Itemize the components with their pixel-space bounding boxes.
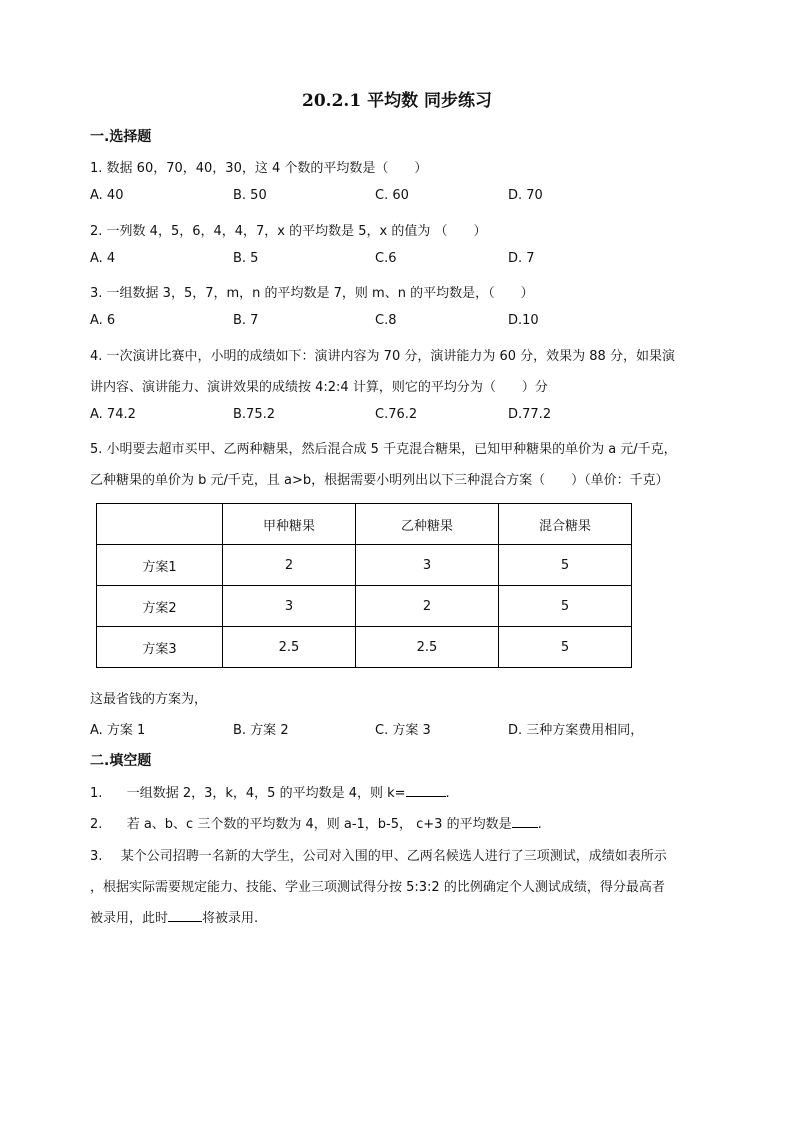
option-c: C.76.2	[375, 407, 418, 422]
table-cell: 3	[356, 545, 499, 586]
option-c: C.8	[375, 313, 397, 328]
fill-question-3-line-2: ，根据实际需要规定能力、技能、学业三项测试得分按 5:3:2 的比例确定个人测试成绩，得分最高者	[90, 880, 665, 895]
fill-question-text: 被录用，此时	[90, 911, 169, 926]
question-4-line-2: 讲内容、演讲能力、演讲效果的成绩按 4:2:4 计算，则它的平均分为（ ）分	[90, 380, 548, 395]
question-4-options	[90, 407, 710, 425]
table-header-cell: 甲种糖果	[223, 504, 356, 545]
fill-question-number: 2.	[90, 817, 103, 832]
table-cell: 3	[223, 586, 356, 627]
table-cell: 方案3	[97, 627, 223, 668]
table-header-cell	[97, 504, 223, 545]
option-d: D. 70	[508, 188, 543, 203]
fill-question-end: .	[445, 786, 450, 801]
fill-question-2	[90, 813, 542, 832]
option-b: B. 7	[233, 313, 259, 328]
option-b: B. 方案 2	[233, 723, 289, 738]
answer-blank[interactable]	[512, 815, 538, 828]
table-cell: 2	[356, 586, 499, 627]
fill-question-number: 3.	[90, 849, 103, 864]
fill-question-text: 一组数据 2，3，k，4，5 的平均数是 4，则 k=	[126, 786, 406, 801]
table-header-cell: 乙种糖果	[356, 504, 499, 545]
option-a: A. 40	[90, 188, 124, 203]
fill-question-3-line-1	[90, 845, 667, 864]
option-b: B.75.2	[233, 407, 275, 422]
fill-question-number: 1.	[90, 786, 103, 801]
fill-question-text: 某个公司招聘一名新的大学生，公司对入围的甲、乙两名候选人进行了三项测试，成绩如表所示	[120, 849, 667, 864]
mixing-plan-table	[96, 503, 632, 668]
fill-question-3-line-3	[90, 907, 258, 926]
table-cell: 5	[499, 627, 632, 668]
option-b: B. 50	[233, 188, 267, 203]
section-heading-fill: 二.填空题	[90, 753, 152, 769]
answer-blank[interactable]	[168, 909, 202, 922]
table-cell: 5	[499, 545, 632, 586]
table-row	[97, 627, 632, 668]
table-header-cell: 混合糖果	[499, 504, 632, 545]
fill-question-1	[90, 782, 450, 801]
table-row	[97, 545, 632, 586]
option-a: A. 4	[90, 251, 116, 266]
question-4-line-1: 4. 一次演讲比赛中，小明的成绩如下：演讲内容为 70 分，演讲能力为 60 分，效果为 88 分，如果演	[90, 349, 675, 364]
option-c: C. 60	[375, 188, 409, 203]
section-heading-choice: 一.选择题	[90, 129, 152, 145]
option-d: D.77.2	[508, 407, 552, 422]
option-d: D.10	[508, 313, 539, 328]
option-d: D. 三种方案费用相同，	[508, 723, 644, 738]
table-cell: 5	[499, 586, 632, 627]
table-cell: 方案1	[97, 545, 223, 586]
question-5-line-1: 5. 小明要去超市买甲、乙两种糖果，然后混合成 5 千克混合糖果，已知甲种糖果的单价为 a 元/千克，	[90, 442, 677, 457]
table-cell: 2.5	[223, 627, 356, 668]
option-a: A. 6	[90, 313, 116, 328]
fill-question-end: .	[537, 817, 542, 832]
question-5-options	[90, 719, 710, 737]
question-3-options	[90, 313, 710, 331]
table-cell: 2	[223, 545, 356, 586]
question-3: 3. 一组数据 3，5，7，m，n 的平均数是 7，则 m、n 的平均数是，（ ）	[90, 286, 534, 301]
question-2-options	[90, 251, 710, 269]
answer-blank[interactable]	[406, 784, 446, 797]
table-header-row	[97, 504, 632, 545]
option-c: C.6	[375, 251, 397, 266]
question-1-options	[90, 188, 710, 206]
option-d: D. 7	[508, 251, 535, 266]
fill-question-text: 若 a、b、c 三个数的平均数为 4，则 a-1，b-5， c+3 的平均数是	[126, 817, 512, 832]
option-a: A. 方案 1	[90, 723, 146, 738]
option-c: C. 方案 3	[375, 723, 431, 738]
page-title: 20.2.1 平均数 同步练习	[302, 91, 492, 111]
fill-question-text-end: 将被录用.	[202, 911, 259, 926]
table-cell: 2.5	[356, 627, 499, 668]
option-b: B. 5	[233, 251, 259, 266]
question-2: 2. 一列数 4，5，6，4，4，7，x 的平均数是 5，x 的值为 （ ）	[90, 224, 487, 239]
table-cell: 方案2	[97, 586, 223, 627]
question-5-prompt: 这最省钱的方案为，	[90, 692, 208, 707]
option-a: A. 74.2	[90, 407, 136, 422]
question-5-line-2: 乙种糖果的单价为 b 元/千克，且 a>b，根据需要小明列出以下三种混合方案（ ）（单价：千克）	[90, 473, 669, 488]
table-row	[97, 586, 632, 627]
question-1: 1. 数据 60，70，40，30，这 4 个数的平均数是（ ）	[90, 161, 428, 176]
